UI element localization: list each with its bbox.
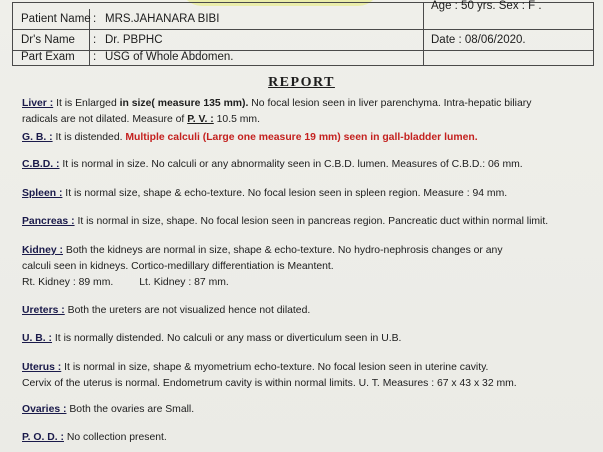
- cbd-section: [22, 157, 592, 173]
- patient-name-row: [13, 9, 593, 30]
- liver-text: No focal lesion seen in liver parenchyma. Intra-hepatic biliary: [248, 98, 532, 109]
- gb-heading: G. B. :: [22, 132, 53, 143]
- age-sex: Age : 50 yrs. Sex : F .: [431, 0, 542, 12]
- ureters-section: [22, 303, 592, 319]
- pancreas-heading: Pancreas :: [22, 216, 75, 227]
- part-exam-value: USG of Whole Abdomen.: [105, 51, 234, 63]
- kidney-heading: Kidney :: [22, 245, 63, 256]
- doctor-value: Dr. PBPHC: [105, 34, 163, 46]
- ub-heading: U. B. :: [22, 333, 53, 344]
- ub-section: [22, 331, 592, 347]
- uterus-heading: Uterus :: [22, 362, 62, 373]
- gb-text: It is distended.: [52, 132, 126, 143]
- patient-name-label: Patient Name: [21, 13, 91, 25]
- liver-text: It is Enlarged: [53, 98, 120, 109]
- patient-name-value: MRS.JAHANARA BIBI: [105, 13, 220, 25]
- spleen-heading: Spleen :: [22, 188, 63, 199]
- colon: :: [93, 51, 97, 63]
- ovaries-section: [22, 402, 592, 418]
- spleen-section: [22, 186, 592, 202]
- uterus-text: Cervix of the uterus is normal. Endometrum cavity is within normal limits. U. T. Measures : 67 x 43 x 32 mm.: [22, 378, 517, 389]
- left-kidney-measure: Lt. Kidney : 87 mm.: [139, 277, 229, 288]
- pv-label: P. V. :: [187, 114, 214, 125]
- liver-measure: in size( measure 135 mm).: [119, 98, 249, 109]
- liver-text: radicals are not dilated. Measure of: [22, 114, 188, 125]
- doctor-label: Dr's Name: [21, 34, 75, 46]
- doctor-row: [13, 30, 593, 51]
- pod-heading: P. O. D. :: [22, 432, 64, 443]
- colon: :: [93, 34, 97, 46]
- pancreas-section: [22, 214, 592, 230]
- kidney-text: Both the kidneys are normal in size, shape & echo-texture. No hydro-nephrosis changes or any: [63, 245, 503, 256]
- part-exam-label: Part Exam: [21, 51, 75, 63]
- liver-section: [22, 96, 592, 128]
- ureters-heading: Ureters :: [22, 305, 65, 316]
- cbd-heading: C.B.D. :: [22, 159, 60, 170]
- report-date: Date : 08/06/2020.: [431, 34, 526, 46]
- pod-section: [22, 430, 592, 446]
- spleen-text: It is normal size, shape & echo-texture. No focal lesion seen in spleen region. Measure : 94 mm.: [62, 188, 508, 199]
- patient-info-table: [12, 2, 594, 66]
- pod-text: No collection present.: [63, 432, 167, 443]
- ovaries-heading: Ovaries :: [22, 404, 67, 415]
- part-exam-row: [13, 49, 593, 66]
- kidney-text: calculi seen in kidneys. Cortico-medillary differentiation is Meantent.: [22, 261, 334, 272]
- report-title: REPORT: [268, 75, 335, 90]
- gb-section: [22, 130, 592, 146]
- ureters-text: Both the ureters are not visualized hence not dilated.: [64, 305, 311, 316]
- kidney-section: [22, 243, 592, 291]
- gb-finding: Multiple calculi (Large one measure 19 mm) seen in gall-bladder lumen.: [125, 132, 478, 143]
- right-kidney-measure: Rt. Kidney : 89 mm.: [22, 277, 114, 288]
- liver-heading: Liver :: [22, 98, 54, 109]
- ovaries-text: Both the ovaries are Small.: [66, 404, 195, 415]
- pv-value: 10.5 mm.: [213, 114, 260, 125]
- cbd-text: It is normal in size. No calculi or any abnormality seen in C.B.D. lumen. Measures of C.B.D.: 06 mm.: [59, 159, 523, 170]
- pancreas-text: It is normal in size, shape. No focal lesion seen in pancreas region. Pancreatic duct within normal limit.: [74, 216, 549, 227]
- colon: :: [93, 13, 97, 25]
- uterus-section: [22, 360, 592, 392]
- ub-text: It is normally distended. No calculi or any mass or diverticulum seen in U.B.: [52, 333, 402, 344]
- uterus-text: It is normal in size, shape & myometrium echo-texture. No focal lesion seen in uterine cavity.: [61, 362, 489, 373]
